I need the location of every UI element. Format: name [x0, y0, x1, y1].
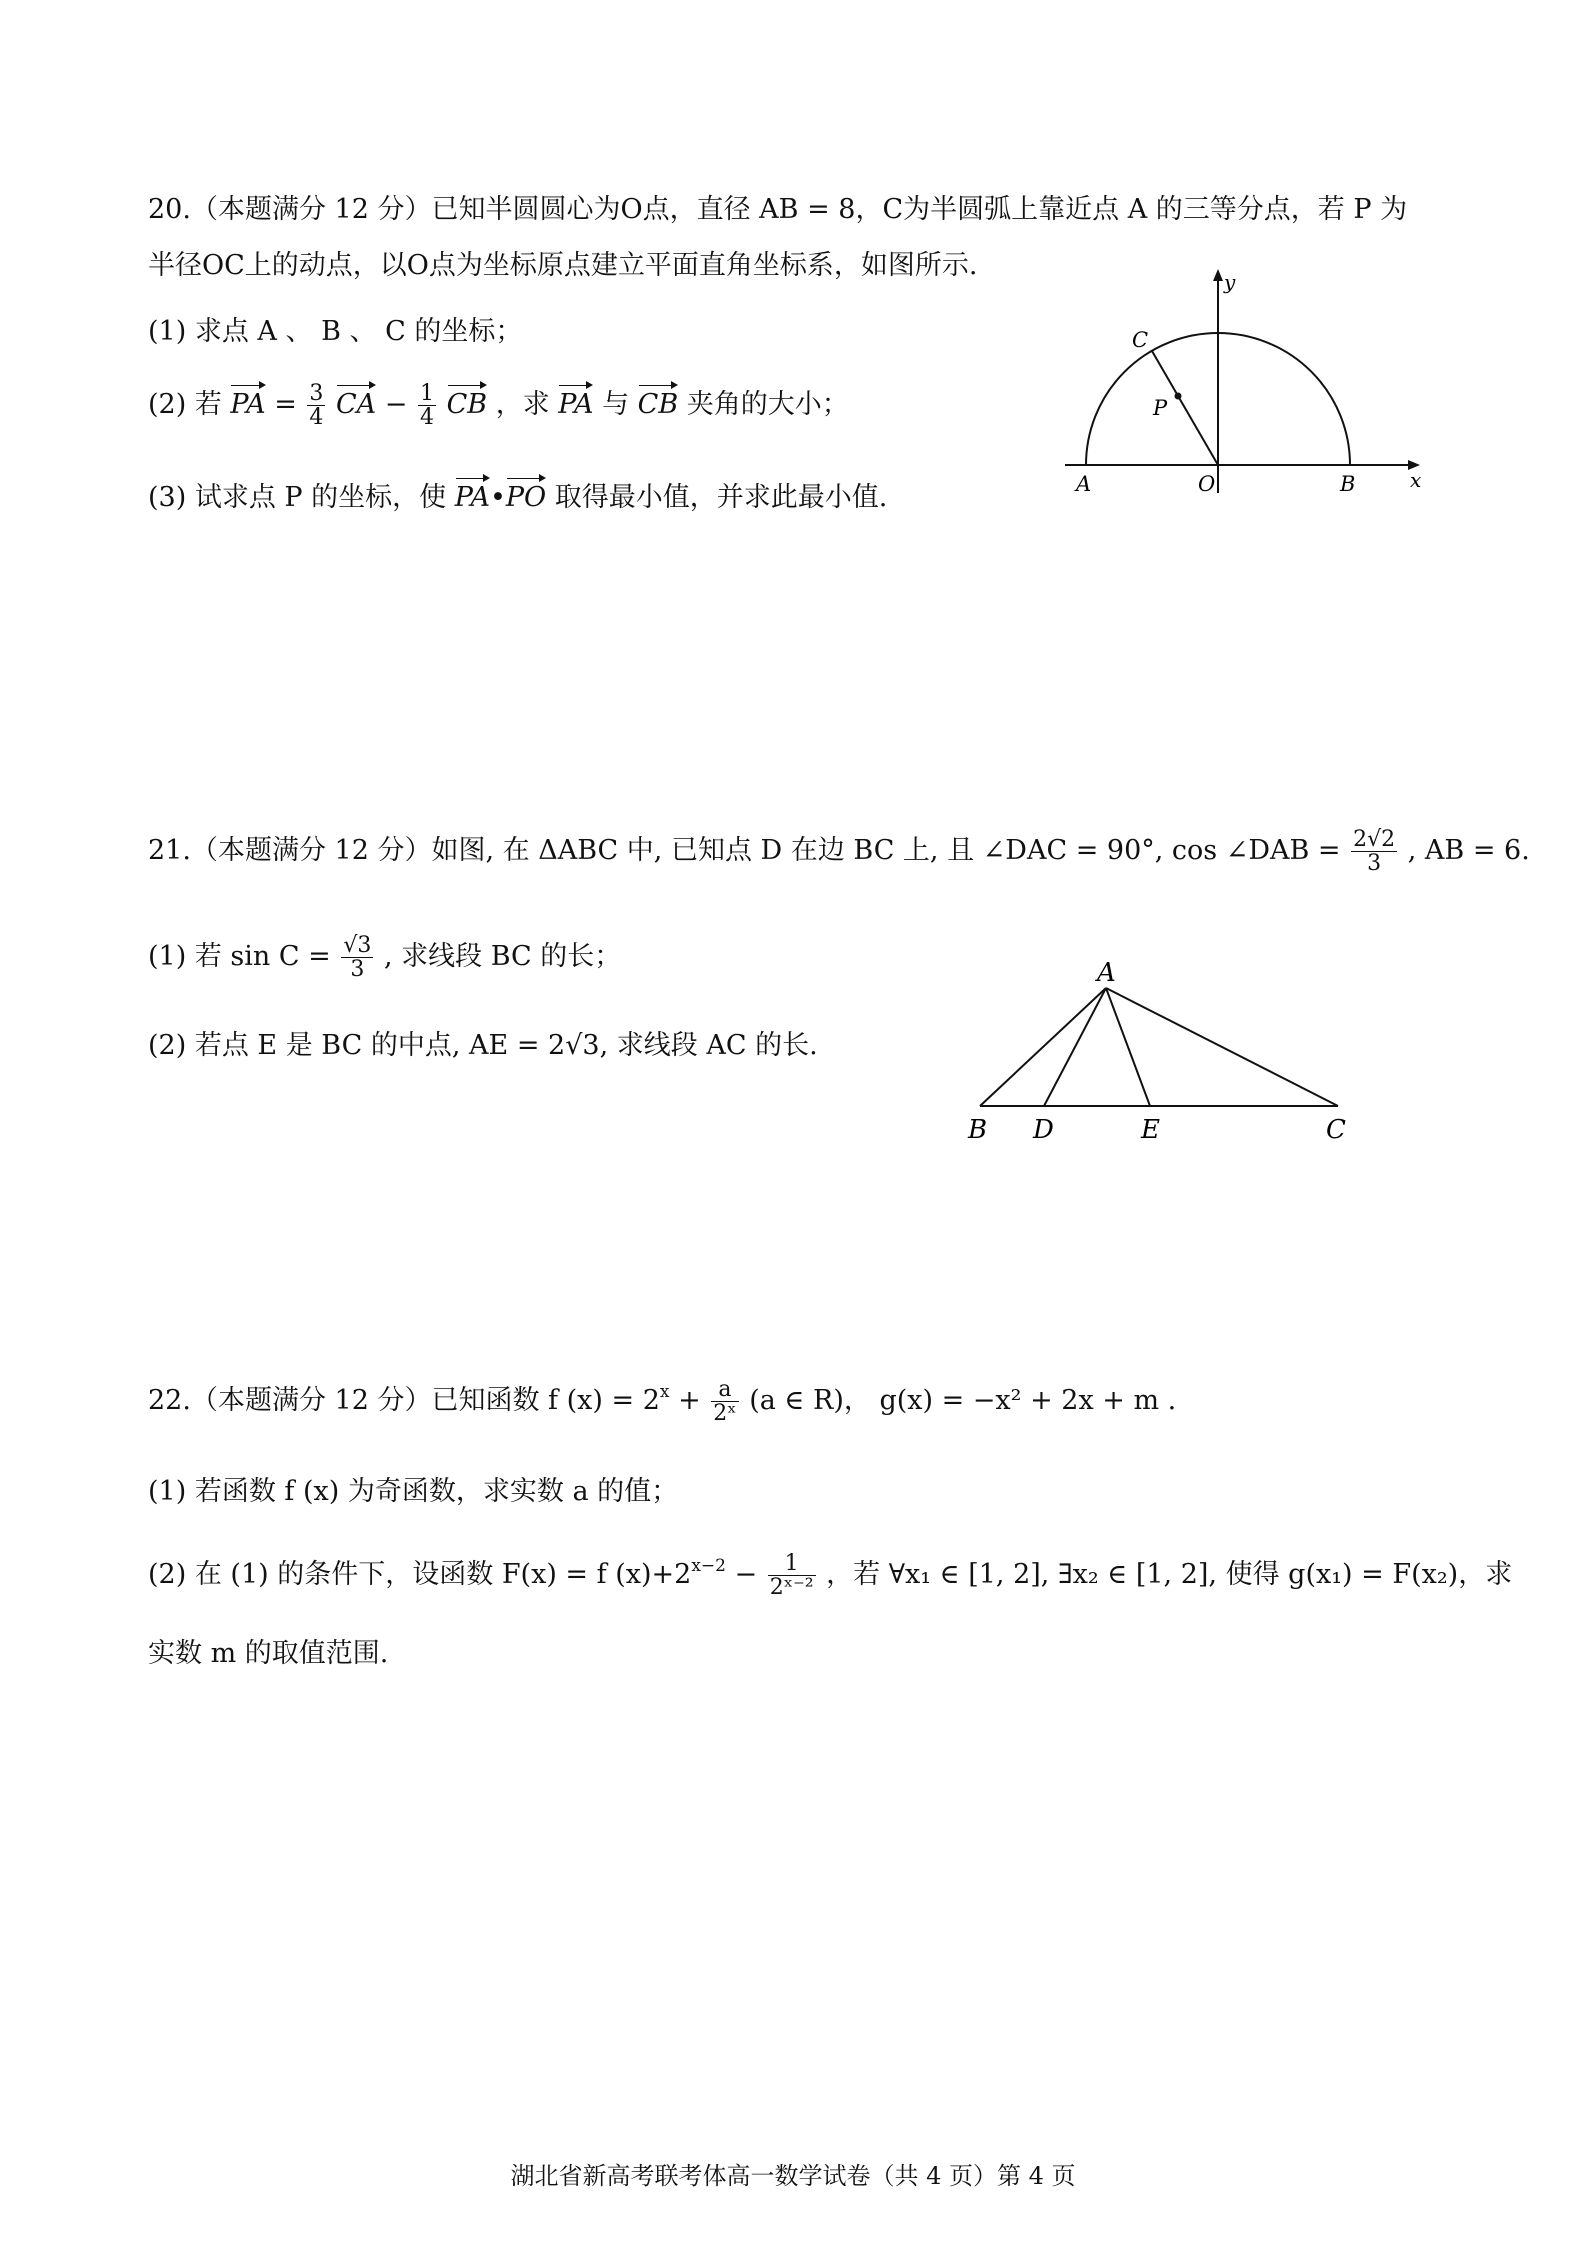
q22-header-prefix: 22.（本题满分 12 分）已知函数 f (x) = 2: [148, 1385, 660, 1417]
label-d: D: [1033, 1115, 1054, 1145]
q20-part2: [148, 382, 849, 429]
q22-part2-prefix: (2) 在 (1) 的条件下，设函数 F(x) = f (x)+2: [148, 1559, 692, 1591]
vector-cb: CB: [447, 383, 488, 421]
vector-ca: CA: [336, 383, 376, 421]
frac-numerator: 1: [420, 381, 434, 406]
label-a: A: [1076, 472, 1092, 496]
frac-numerator: 3: [309, 381, 324, 406]
semicircle-figure: [1060, 265, 1430, 505]
q22-header-suffix: (a ∈ R)， g(x) = −x² + 2x + m .: [749, 1385, 1177, 1417]
fraction-1-4: [418, 382, 436, 429]
label-c: C: [1326, 1115, 1346, 1145]
frac-denominator: 2ˣ⁻²: [769, 1575, 814, 1601]
dot-operator: •: [489, 482, 506, 513]
minus-sign: −: [725, 1559, 758, 1591]
segment-ac: [1106, 988, 1338, 1106]
q21-part2: (2) 若点 E 是 BC 的中点, AE = 2√3, 求线段 AC 的长.: [148, 1030, 818, 1061]
label-e: E: [1141, 1115, 1160, 1145]
frac-denominator: 3: [1367, 851, 1382, 877]
q22-part3: 实数 m 的取值范围.: [148, 1638, 389, 1669]
minus-sign: −: [384, 389, 408, 421]
q20-part3-suffix: 取得最小值，并求此最小值.: [554, 482, 888, 513]
q20-part2-mid: ，求: [495, 389, 550, 421]
frac-numerator: 2√2: [1353, 827, 1396, 852]
q21-header: [148, 828, 1530, 875]
point-p: [1175, 393, 1182, 400]
vector-pa-2: PA: [558, 383, 593, 421]
exponent-x: x: [659, 1382, 670, 1403]
segment-ad: [1044, 988, 1106, 1106]
frac-denominator: 4: [309, 405, 324, 431]
segment-ab: [980, 988, 1106, 1106]
equals-sign: =: [274, 389, 297, 421]
vector-po: PO: [506, 476, 546, 514]
fraction-root3-3: [341, 934, 373, 981]
q21-part1-prefix: (1) 若 sin C =: [148, 941, 331, 973]
vector-pa-3: PA: [455, 476, 490, 514]
q21-part1-suffix: , 求线段 BC 的长；: [383, 941, 622, 973]
frac-denominator: 3: [350, 957, 365, 983]
q21-part1: [148, 934, 621, 981]
frac-numerator: √3: [343, 933, 372, 958]
q22-part1: (1) 若函数 f (x) 为奇函数，求实数 a 的值；: [148, 1476, 679, 1507]
label-a: A: [1097, 958, 1116, 988]
fraction-1-over-2x-2: [768, 1552, 816, 1599]
q20-part2-prefix: (2) 若: [148, 389, 222, 421]
q20-header: 20.（本题满分 12 分）已知半圆圆心为O点，直径 AB = 8，C为半圆弧上靠近点 A 的三等分点，若 P 为: [148, 194, 1408, 225]
vector-pa: PA: [230, 383, 265, 421]
exponent-x-minus-2: x−2: [691, 1556, 726, 1577]
vector-cb-2: CB: [638, 383, 679, 421]
y-axis-label: y: [1224, 270, 1236, 294]
label-c: C: [1132, 328, 1149, 352]
q22-part2-suffix: ，若 ∀x₁ ∈ [1, 2], ∃x₂ ∈ [1, 2], 使得 g(x₁) = F(x₂)，求: [826, 1559, 1513, 1591]
q20-part2-with: 与: [602, 389, 630, 421]
q20-part3: [148, 476, 887, 514]
fraction-2root2-3: [1351, 828, 1397, 875]
frac-denominator: 4: [420, 405, 434, 431]
q20-line2: 半径OC上的动点，以O点为坐标原点建立平面直角坐标系，如图所示.: [148, 250, 978, 281]
q22-header: [148, 1378, 1176, 1425]
q21-header-suffix: , AB = 6.: [1407, 835, 1530, 867]
q21-header-prefix: 21.（本题满分 12 分）如图, 在 ΔABC 中, 已知点 D 在边 BC 上, 且 ∠DAC = 90°, cos ∠DAB =: [148, 835, 1341, 867]
q22-part2: [148, 1552, 1512, 1599]
y-axis-arrow: [1213, 269, 1223, 281]
q20-part2-suffix: 夹角的大小；: [686, 389, 849, 421]
frac-numerator: 1: [768, 1552, 816, 1576]
frac-denominator: 2ˣ: [713, 1401, 737, 1427]
segment-ae: [1106, 988, 1150, 1106]
page-footer: 湖北省新高考联考体高一数学试卷（共 4 页）第 4 页: [510, 2162, 1076, 2190]
q20-part1: (1) 求点 A 、 B 、 C 的坐标；: [148, 316, 523, 347]
plus-sign: +: [669, 1385, 701, 1417]
triangle-figure: [950, 948, 1370, 1148]
fraction-3-4: [307, 382, 325, 429]
q20-part3-prefix: (3) 试求点 P 的坐标，使: [148, 482, 447, 513]
label-b: B: [968, 1115, 988, 1145]
label-o: O: [1198, 472, 1216, 496]
fraction-a-over-2x: [711, 1378, 738, 1425]
label-b: B: [1340, 472, 1356, 496]
x-axis-label: x: [1410, 468, 1422, 492]
frac-numerator: a: [711, 1378, 738, 1402]
label-p: P: [1153, 396, 1168, 420]
